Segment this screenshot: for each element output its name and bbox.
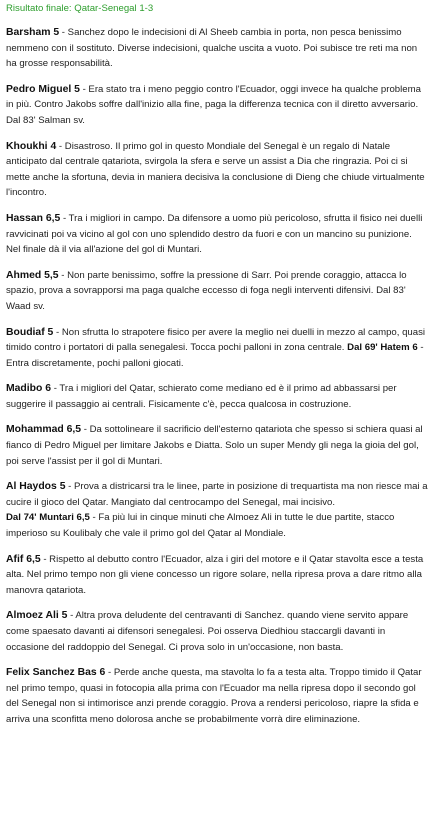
substitute-rating — [6, 510, 428, 541]
player-comment: - Rispetto al debutto contro l'Ecuador, alza i giri del motore e il Qatar stavolta esce a testa alta. Nel primo tempo non gli viene concesso un rigore solare, nella ripresa prova a dare ritmo alla manovra qatariota. — [6, 553, 424, 596]
player-comment: - Tra i migliori del Qatar, schierato come mediano ed è il primo ad abbassarsi per suggerire il passaggio ai centrali. Fisicamente c'è, pecca qualcosa in costruzione. — [6, 383, 397, 410]
player-comment: - Perde anche questa, ma stavolta lo fa a testa alta. Troppo timido il Qatar nel primo tempo, quasi in fotocopia alla prima con l'Ecuador ma nella ripresa dopo il secondo gol del Senegal non si intimorisce anzi prende coraggio. Prova a rendersi pericoloso, riapre la sfida e arriva una sconfitta meno dolorosa anche se probabilmente vorrà dire eliminazione. — [6, 667, 422, 725]
player-name: Al Haydos 5 — [6, 481, 66, 493]
player-rating — [6, 608, 428, 655]
player-rating — [6, 82, 428, 129]
player-rating — [6, 381, 428, 412]
player-rating — [6, 665, 428, 727]
player-name: Khoukhi 4 — [6, 140, 57, 152]
player-comment: - Disastroso. Il primo gol in questo Mondiale del Senegal è un regalo di Natale anticipato dal centrale qatariota, svirgola la sfera e serve un assist a Dia che ringrazia. Poi ci si mette anche la sfortuna, devia in maniera decisiva la conclusione di Dieng che chiude virtualmente l'incontro. — [6, 140, 425, 199]
player-rating — [6, 325, 428, 372]
player-name: Afif 6,5 — [6, 553, 41, 565]
player-comment: - Non parte benissimo, soffre la pressione di Sarr. Poi prende coraggio, attacca lo spazio, prova a sovrapporsi ma paga qualche eccesso di foga negli interventi difensivi. Dal 83' Waad sv. — [6, 269, 407, 312]
player-comment: - Prova a districarsi tra le linee, parte in posizione di trequartista ma non riesce mai a cucire il gioco del Qatar. Mangiato dal centrocampo del Senegal, mai incisivo. — [6, 481, 428, 508]
player-rating — [6, 422, 428, 469]
player-comment: - Altra prova deludente del centravanti di Sanchez. quando viene servito appare come spaesato davanti ai difensori senegalesi. Poi osserva Diedhiou staccargli davanti in occasione del raddoppio del Senegal. Ci prova solo in un'occasione, non basta. — [6, 610, 409, 653]
player-name: Madibo 6 — [6, 383, 52, 395]
player-name: Ahmed 5,5 — [6, 269, 59, 281]
player-name: Mohammad 6,5 — [6, 424, 82, 436]
player-name: Pedro Miguel 5 — [6, 83, 80, 95]
player-name: Boudiaf 5 — [6, 326, 54, 338]
result-title: Risultato finale: Qatar-Senegal 1-3 — [6, 3, 154, 14]
player-comment: - Da sottolineare il sacrificio dell'esterno qatariota che spesso si schiera quasi al fianco di Pedro Miguel per limitare Jakobs e Diatta. Solo un super Mendy gli nega la gioia del gol, poi serve l'assist per il gol di Muntari. — [6, 424, 423, 467]
player-comment: - Sanchez dopo le indecisioni di Al Sheeb cambia in porta, non pesca benissimo nemmeno con il sostituto. Diverse indecisioni, qualche uscita a vuoto. Poi subisce tre reti ma non ha grosse responsabilità. — [6, 27, 418, 70]
player-rating — [6, 25, 428, 72]
player-rating — [6, 552, 428, 599]
player-rating — [6, 479, 428, 541]
player-name: Felix Sanchez Bas 6 — [6, 667, 106, 679]
player-name: Hassan 6,5 — [6, 212, 61, 224]
player-rating — [6, 139, 428, 201]
substitute-comment: - Fa più lui in cinque minuti che Almoez Ali in tutte le due partite, stacco imperioso su Koulibaly che vale il primo gol del Qatar al Mondiale. — [6, 512, 395, 540]
substitute-comment: - Entra discretamente, pochi palloni giocati. — [6, 342, 424, 369]
player-name: Barsham 5 — [6, 27, 60, 38]
player-comment: - Era stato tra i meno peggio contro l'Ecuador, oggi invece ha qualche problema in più. Contro Jakobs soffre dall'inizio alla fine, paga la differenza tecnica con il diretto avversario. Dal 83' Salman sv. — [6, 83, 421, 126]
player-name: Almoez Ali 5 — [6, 610, 68, 622]
player-rating — [6, 268, 428, 315]
substitute-name: Dal 69' Hatem 6 — [347, 342, 418, 354]
substitute-name: Dal 74' Muntari 6,5 — [6, 512, 90, 524]
player-comment: - Non sfrutta lo strapotere fisico per avere la meglio nei duelli in mezzo al campo, quasi timido contro i portatori di palla senegalesi. Tocca pochi palloni in zona centrale. — [6, 326, 426, 354]
player-rating — [6, 211, 428, 258]
player-comment: - Tra i migliori in campo. Da difensore a uomo più pericoloso, sfrutta il fisico nei duelli ravvicinati poi va vicino al gol con uno splendido destro da fuori e con un mancino su punizione. Nel finale dà il via all'azione del gol di Muntari. — [6, 212, 423, 256]
